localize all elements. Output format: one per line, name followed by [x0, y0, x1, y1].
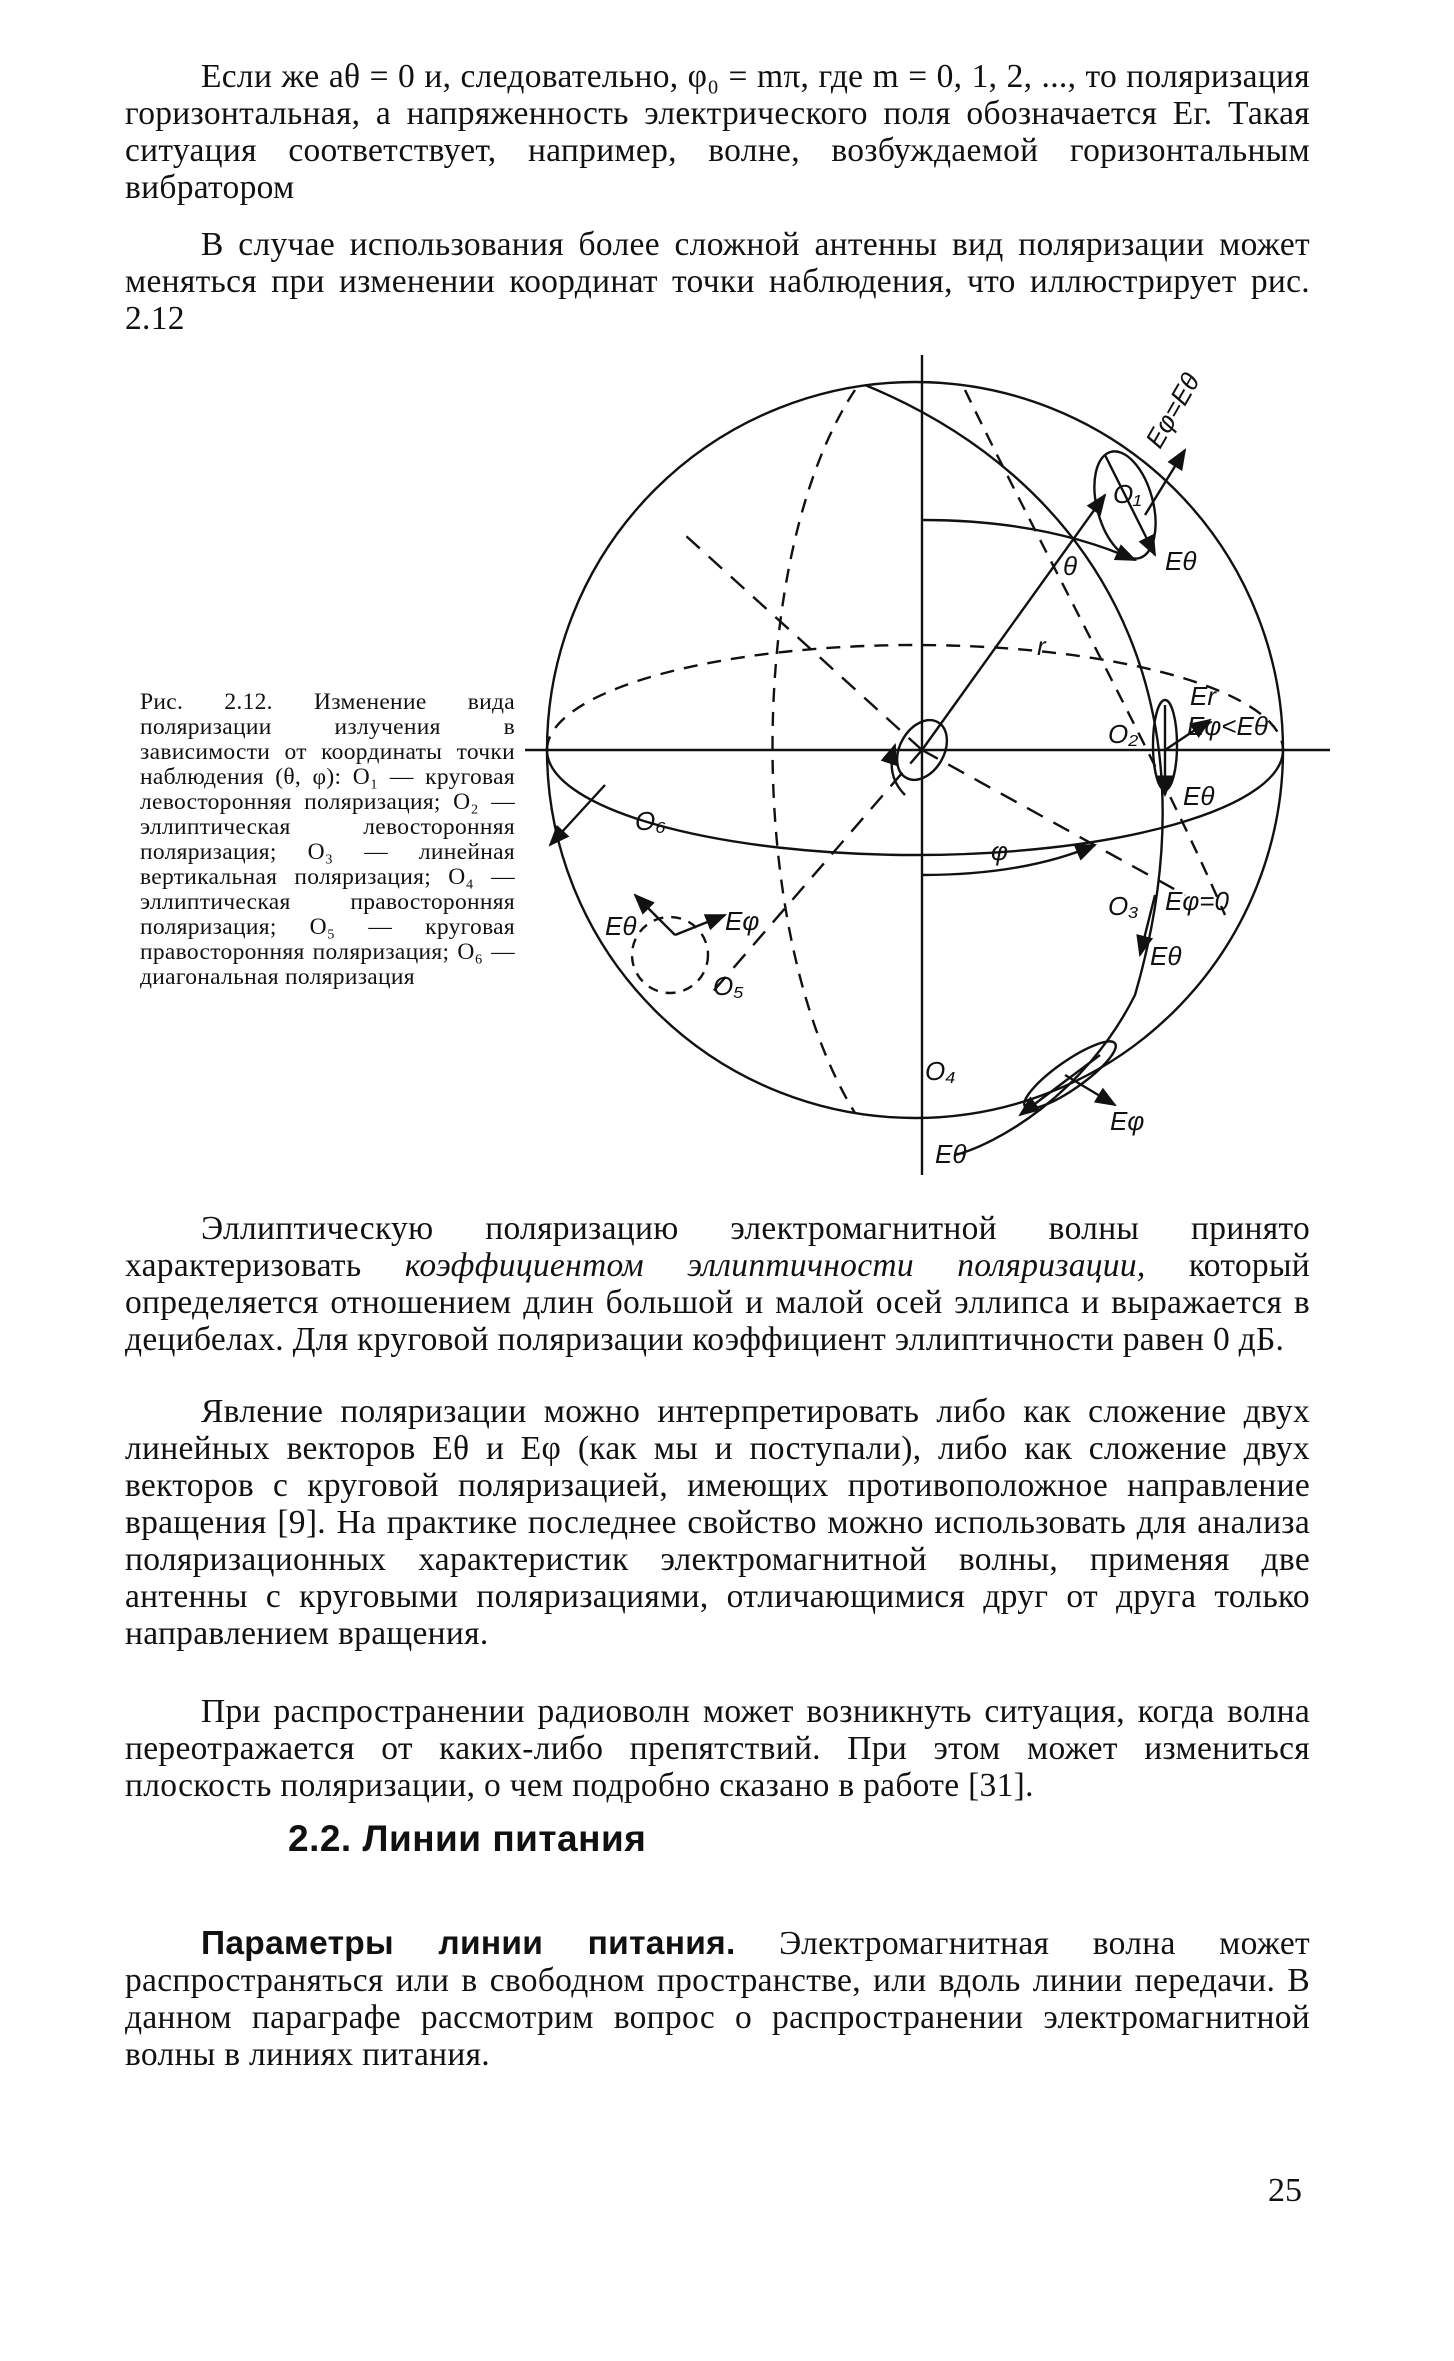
label-ephi-o4: Eφ — [1110, 1106, 1145, 1136]
label-ephi-o5: Eφ — [725, 906, 760, 936]
paragraph-params-text: Электромагнитная волна может распространяться или в свободном пространстве, или вдоль линии передачи. В данном параграфе рассмотрим вопрос о распространении электромагнитной волны в линиях питания. — [125, 1925, 1310, 2073]
paragraph-complex-antenna — [125, 226, 1310, 337]
o6-vector — [550, 785, 605, 845]
paragraph-phenomenon — [125, 1393, 1310, 1652]
paragraph-params — [125, 1925, 1310, 2073]
label-o5: O₅ — [713, 971, 744, 1001]
label-ephi-eq-etheta: Eφ=Eθ — [1139, 367, 1206, 453]
section-heading: 2.2. Линии питания — [288, 1818, 647, 1859]
paragraph-complex-antenna-text: В случае использования более сложной антенны вид поляризации может меняться при изменении координат точки наблюдения, что иллюстрирует рис. 2.12 — [125, 226, 1310, 337]
label-etheta-o3: Eθ — [1150, 941, 1182, 971]
paragraph-elliptic-term: коэффициентом эллиптичности поляризации, — [404, 1247, 1146, 1284]
radius-vector — [922, 495, 1105, 750]
radial-dashed-2 — [710, 750, 922, 995]
label-etheta-o1: Eθ — [1165, 546, 1197, 576]
paragraph-intro — [125, 58, 1310, 206]
label-o1: O₁ — [1113, 479, 1142, 509]
paragraph-reflection — [125, 1693, 1310, 1804]
figure-caption: Рис. 2.12. Изменение вида поляризации излучения в зависимости от координаты точки наблюдения (θ, φ): O₁ — круговая левосторонняя поляризация; O₂ — эллиптическая левосторонняя поляризация; O₃ — линейная вертикальная поляризация; O₄ — эллиптическая правосторонняя поляризация; O₅ — круговая правосторонняя поляризация; O₆ — диагональная поляризация — [140, 689, 515, 990]
label-etheta-o2: Eθ — [1183, 781, 1215, 811]
label-o2: O₂ — [1108, 719, 1139, 749]
label-ephi-zero: Eφ=0 — [1165, 886, 1229, 916]
label-o6: O₆ — [635, 806, 666, 836]
label-r: r — [1037, 631, 1046, 661]
paragraph-reflection-text: При распространении радиоволн может возникнуть ситуация, когда волна переотражается от каких-либо препятствий. При этом может измениться плоскость поляризации, о чем подробно сказано в работе [31]. — [125, 1693, 1310, 1804]
paragraph-params-lead: Параметры линии питания. — [201, 1925, 736, 1962]
label-theta: θ — [1063, 551, 1078, 581]
label-phi: φ — [991, 836, 1008, 866]
label-o3: O₃ — [1108, 891, 1139, 921]
meridian-back — [773, 390, 856, 1113]
equator-back — [547, 645, 1283, 750]
page-number: 25 — [1268, 2172, 1302, 2209]
o1-ephi — [1145, 450, 1185, 515]
paragraph-elliptic-text-1: Эллиптическую поляризацию электромагнитной волны принято характеризовать — [125, 1210, 1310, 1284]
phi-arc — [922, 845, 1095, 875]
paragraph-elliptic-text-2: который определяется отношением длин большой и малой осей эллипса и выражается в децибелах. Для круговой поляризации коэффициент эллиптичности равен 0 дБ. — [125, 1247, 1310, 1358]
label-er: Er — [1190, 681, 1216, 711]
sphere-diagram — [525, 355, 1330, 1175]
radial-dashed-1 — [685, 535, 922, 750]
label-o4: O₄ — [925, 1056, 956, 1086]
paragraph-phenomenon-text: Явление поляризации можно интерпретировать либо как сложение двух линейных векторов Eθ и Eφ (как мы и поступали), либо как сложение двух векторов с круговой поляризацией, имеющих противоположное направление вращения [9]. На практике последнее свойство можно использовать для анализа поляризационных характеристик электромагнитной волны, применяя две антенны с круговыми поляризациями, отличающимися друг от друга только направлением вращения. — [125, 1393, 1310, 1652]
label-etheta-o4: Eθ — [935, 1139, 967, 1169]
label-ephi-lt-etheta: Eφ<Eθ — [1187, 711, 1268, 741]
o5-ephi — [675, 915, 725, 935]
label-etheta-o5: Eθ — [605, 911, 637, 941]
figure-2-12-polarization-sphere — [525, 355, 1330, 1175]
paragraph-elliptic — [125, 1210, 1310, 1358]
paragraph-intro-text: Если же aθ = 0 и, следовательно, φ₀ = mπ, где m = 0, 1, 2, ..., то поляризация горизонтальная, а напряженность электрического поля обозначается Eг. Такая ситуация соответствует, например, волне, возбуждаемой горизонтальным вибратором — [125, 58, 1310, 206]
